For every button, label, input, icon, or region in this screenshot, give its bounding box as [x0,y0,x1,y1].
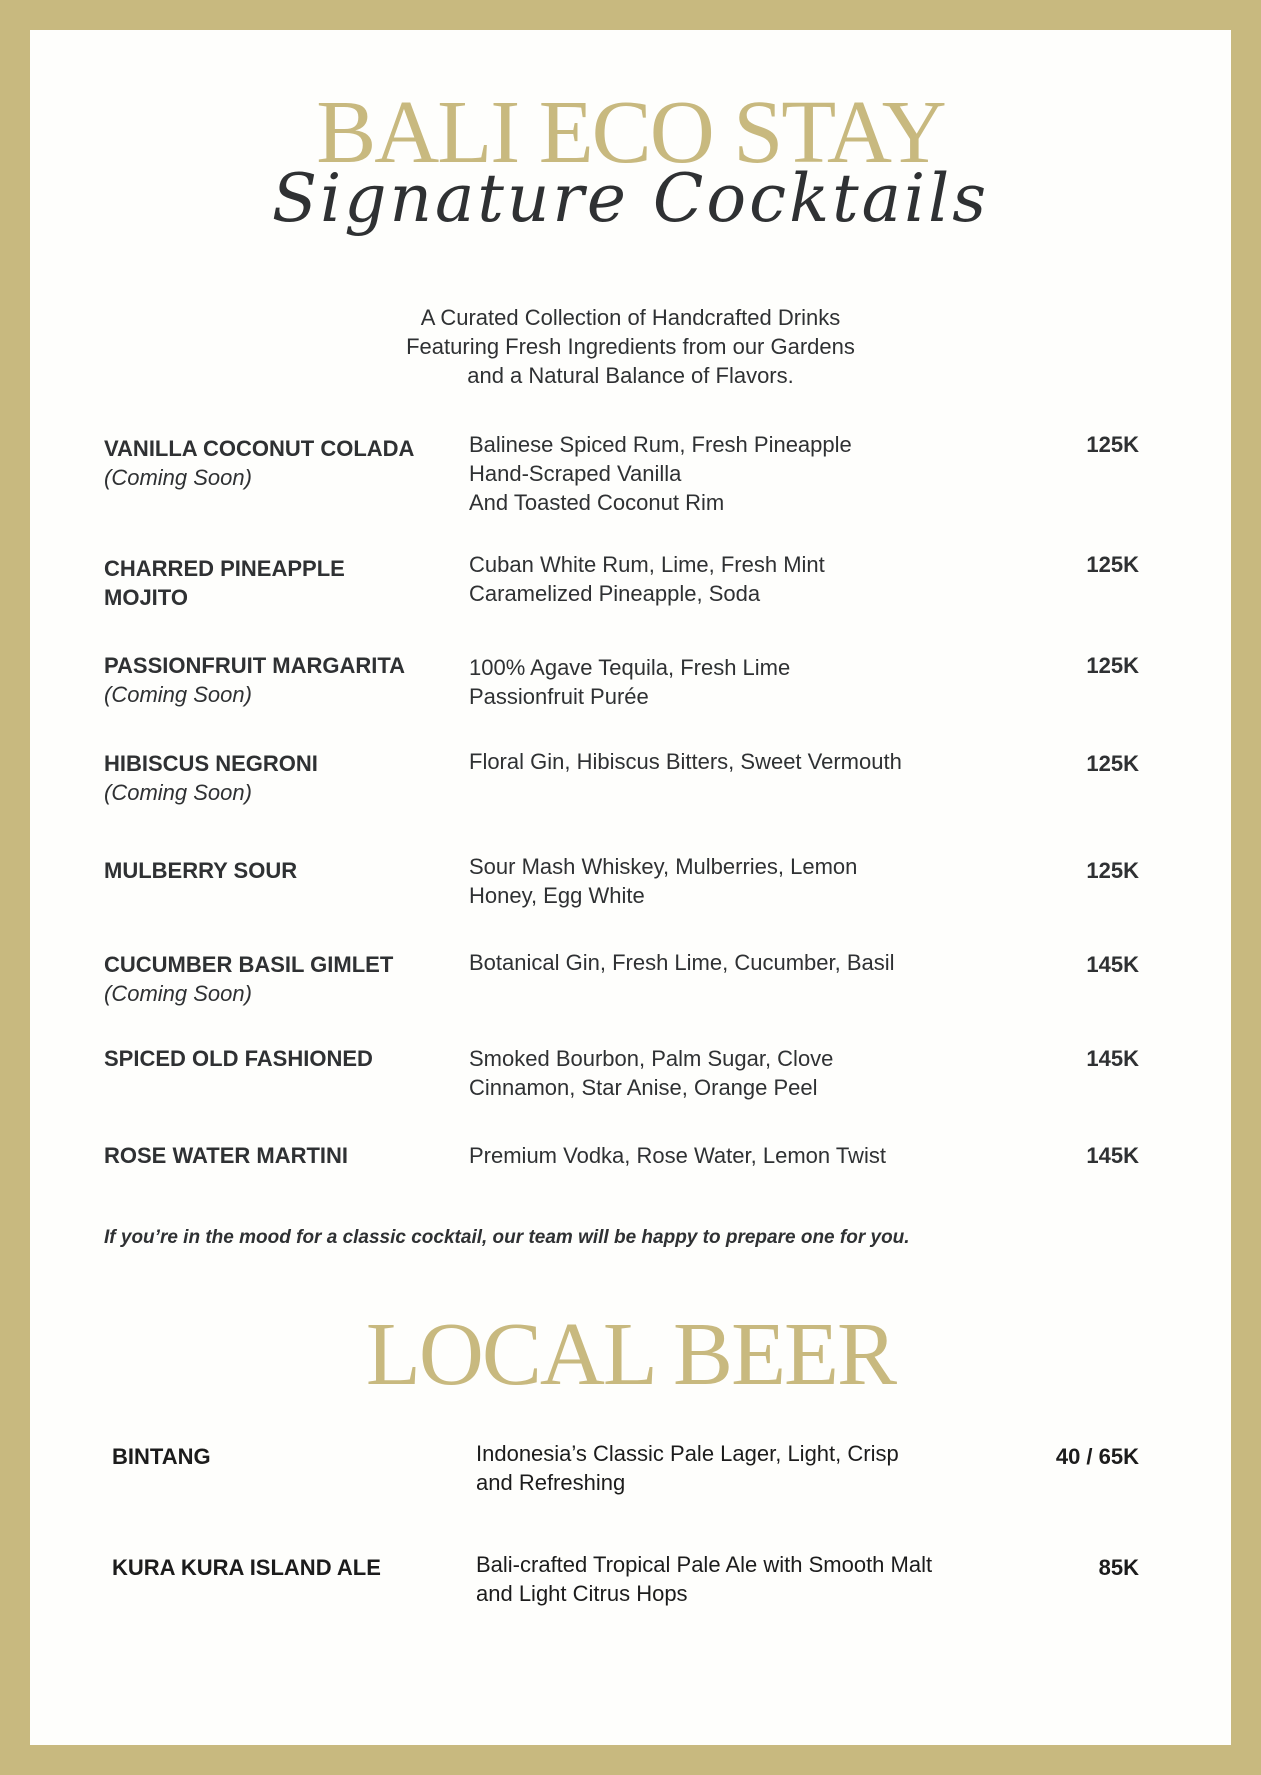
item-name: CHARRED PINEAPPLE MOJITO [104,556,345,610]
item-description: Sour Mash Whiskey, Mulberries, Lemon Honey, Egg White [469,854,858,908]
item-description: Smoked Bourbon, Palm Sugar, Clove Cinnamon, Star Anise, Orange Peel [469,1046,834,1100]
classic-cocktail-note: If you’re in the mood for a classic cocktail, our team will be happy to prepare one for you. [104,1227,910,1248]
item-description: Cuban White Rum, Lime, Fresh Mint Caramelized Pineapple, Soda [469,552,825,606]
item-price: 85K [1098,1555,1139,1580]
item-name: VANILLA COCONUT COLADA (Coming Soon) [104,436,414,490]
item-name: BINTANG [112,1444,211,1469]
menu-subtitle: Signature Cocktails [271,160,990,237]
item-description: Balinese Spiced Rum, Fresh Pineapple Hand-Scraped Vanilla And Toasted Coconut Rim [469,432,852,515]
item-name: CUCUMBER BASIL GIMLET (Coming Soon) [104,952,394,1006]
item-description: 100% Agave Tequila, Fresh Lime Passionfruit Purée [469,655,791,709]
item-price: 145K [1086,1143,1139,1168]
intro-line: and a Natural Balance of Flavors. [467,363,794,388]
menu-page [30,30,1231,1745]
item-name: HIBISCUS NEGRONI (Coming Soon) [104,751,318,805]
item-name: ROSE WATER MARTINI [104,1143,349,1168]
coming-soon-note: (Coming Soon) [104,682,252,707]
item-price: 125K [1086,653,1139,678]
brand-title: BALI ECO STAY [316,83,945,182]
coming-soon-note: (Coming Soon) [104,780,252,805]
item-name: MULBERRY SOUR [104,858,298,883]
item-name: KURA KURA ISLAND ALE [112,1555,381,1580]
item-price: 145K [1086,952,1139,977]
item-price: 40 / 65K [1055,1444,1139,1469]
item-name: SPICED OLD FASHIONED [104,1046,373,1071]
intro-text [30,303,1231,390]
intro-line: Featuring Fresh Ingredients from our Gardens [406,334,855,359]
item-price: 125K [1086,751,1139,776]
item-price: 125K [1086,432,1139,457]
item-description: Premium Vodka, Rose Water, Lemon Twist [469,1143,886,1168]
intro-line: A Curated Collection of Handcrafted Drinks [420,305,841,330]
item-name: PASSIONFRUIT MARGARITA (Coming Soon) [104,653,406,707]
item-description: Bali-crafted Tropical Pale Ale with Smooth Malt and Light Citrus Hops [476,1552,933,1606]
item-description: Indonesia’s Classic Pale Lager, Light, Crisp and Refreshing [476,1441,899,1495]
coming-soon-note: (Coming Soon) [104,981,252,1006]
item-price: 125K [1086,552,1139,577]
item-description: Botanical Gin, Fresh Lime, Cucumber, Basil [469,950,895,975]
beer-section-title: LOCAL BEER [365,1305,896,1404]
coming-soon-note: (Coming Soon) [104,465,252,490]
item-price: 125K [1086,858,1139,883]
item-description: Floral Gin, Hibiscus Bitters, Sweet Vermouth [469,749,902,774]
item-price: 145K [1086,1046,1139,1071]
